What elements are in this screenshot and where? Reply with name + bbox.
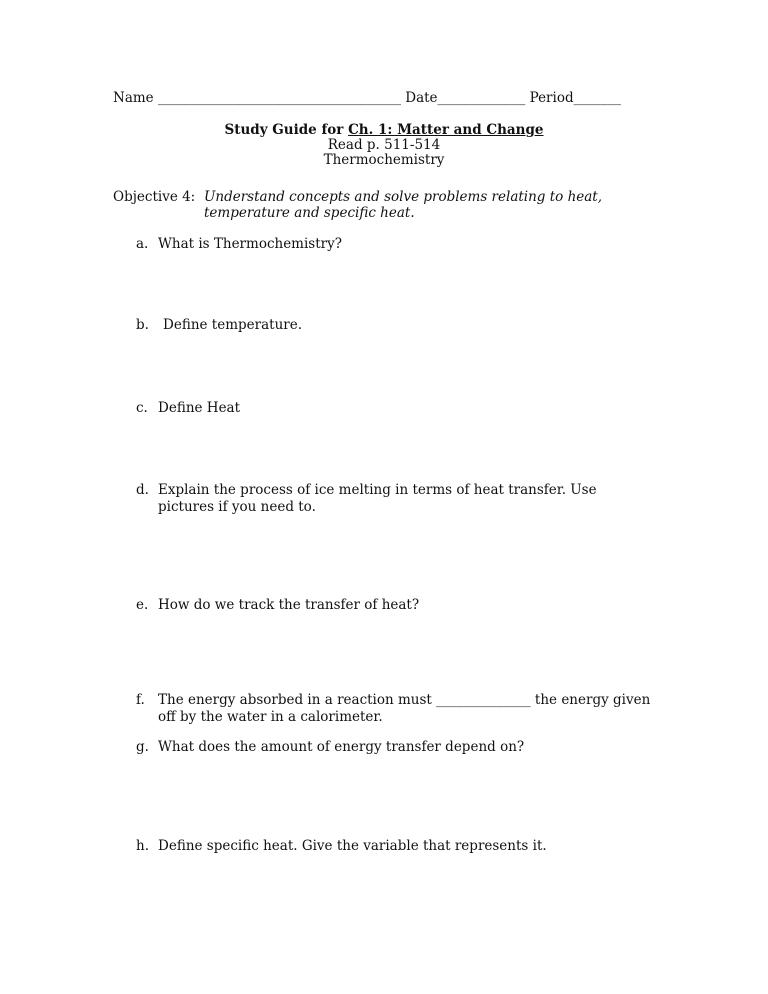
date-label: Date [405,90,438,106]
question-e [136,597,656,614]
question-letter: d. [136,482,149,498]
question-d [136,482,656,515]
question-f [136,692,656,725]
question-text: The energy absorbed in a reaction must ______________ the energy given off by the water in a calorimeter. [158,692,651,725]
title-block [0,123,768,168]
question-text: Define Heat [158,400,241,416]
topic-title: Thermochemistry [323,152,445,168]
question-letter: b. [136,317,149,333]
title-prefix: Study Guide for [224,122,349,138]
question-letter: c. [136,400,148,416]
period-blank[interactable]: _______ [573,90,621,106]
question-text: What does the amount of energy transfer depend on? [158,739,525,755]
question-letter: f. [136,692,145,708]
chapter-title: Ch. 1: Matter and Change [348,122,544,138]
question-b [136,317,656,334]
question-letter: g. [136,739,149,755]
question-c [136,400,656,417]
question-text: Define specific heat. Give the variable that represents it. [158,838,547,854]
objective-text: Understand concepts and solve problems relating to heat, temperature and specific heat. [204,189,603,221]
objective-label: Objective 4: [113,189,196,205]
question-text: How do we track the transfer of heat? [158,597,420,613]
student-info-line [113,90,621,106]
objective [113,189,604,221]
question-g [136,739,656,756]
period-label: Period [529,90,574,106]
name-blank[interactable]: ____________________________________ [157,90,401,106]
question-text: Explain the process of ice melting in terms of heat transfer. Use pictures if you need to. [158,482,597,515]
study-guide-title [0,123,768,138]
question-letter: h. [136,838,149,854]
date-blank[interactable]: _____________ [437,90,526,106]
name-label: Name [113,90,154,106]
question-letter: e. [136,597,149,613]
question-text: Define temperature. [163,317,302,333]
question-h [136,838,656,855]
question-letter: a. [136,236,149,252]
question-a [136,236,656,253]
reading-assignment: Read p. 511-514 [327,137,441,153]
question-text: What is Thermochemistry? [158,236,342,252]
